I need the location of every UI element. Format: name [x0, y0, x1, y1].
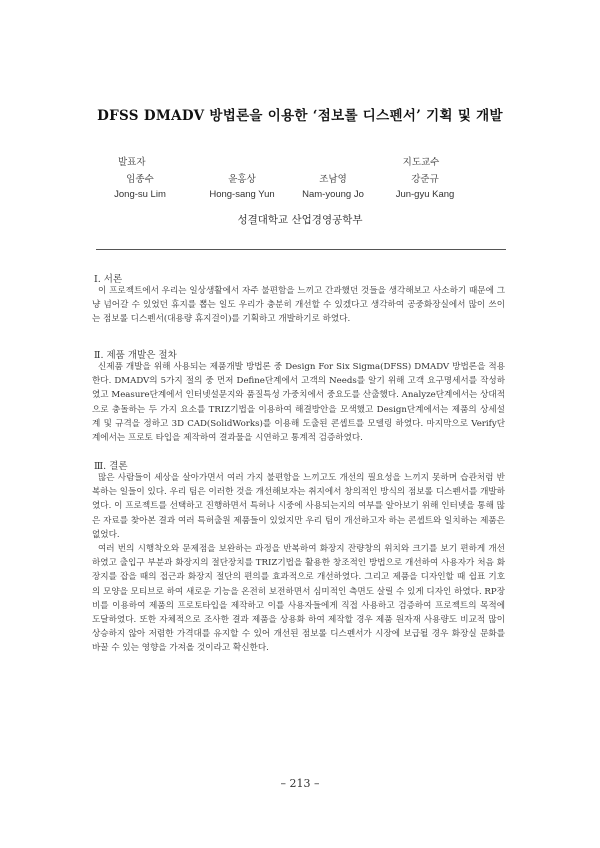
- header-divider: [96, 249, 506, 250]
- paragraph: 많은 사람들이 세상을 살아가면서 여러 가지 불편함을 느끼고도 개선의 필요성을 느끼지 못하며 습관처럼 반복하는 일들이 있다. 우리 팀은 이러한 것을 개선해보자는 취지에서 창의적인 방식의 점보롤 디스펜서를 개발하였다. 이 프로젝트를 선택하고 진행하면서 특허나 시중에 사용되는지의 여부를 알아보기 위해 인터넷을 통해 많은 자료를 찾아본 결과 여러 특허출원 제품들이 있었지만 우리 팀이 개선하고자 하는 콘셉트와 일치하는 제품은 없었다.: [92, 473, 505, 540]
- section-heading: Ⅲ. 결론: [94, 461, 128, 472]
- author-name-english: Jun-gyu Kang: [395, 189, 455, 200]
- author-name-korean: 강준규: [411, 174, 439, 185]
- page-number: – 213 –: [280, 777, 320, 790]
- author-name-korean: 임종수: [126, 174, 154, 185]
- section-heading: Ⅱ. 제품 개발은 절차: [94, 350, 177, 361]
- paragraph: 신제품 개발을 위해 사용되는 제품개발 방법론 중 Design For Six Sigma(DFSS) DMADV 방법론을 적용한다. DMADV의 5가지 절의 중 먼저 Define단계에서 고객의 Needs를 알기 위해 고객 요구명세서를 작성하였고 Measure단계에서 인터넷설문지와 품질특성 가중치에서 중요도를 산출했다. Analyze단계에서는 상대적으로 충돌하는 두 가지 요소를 TRIZ기법을 이용하여 해결방안을 모색했고 Design단계에서는 제품의 상세설계 및 규격을 정하고 3D CAD(SolidWorks)를 이용해 도출된 콘셉트를 모델링 하였다. 마지막으로 Verify단계에서는 프로토 타입을 제작하여 결과물을 시연하고 통계적 검증하였다.: [92, 362, 505, 444]
- paper-title: DFSS DMADV 방법론을 이용한 ‘점보롤 디스펜서’ 기획 및 개발: [97, 108, 503, 124]
- section-body: [92, 284, 505, 327]
- paragraph: 여러 번의 시행착오와 문제점을 보완하는 과정을 반복하여 화장지 잔량창의 위치와 크기를 보기 편하게 개선 하였고 출입구 부분과 화장지의 절단장치를 TRIZ기법을 활용한 창조적인 방법으로 개선하여 사용자가 처음 화장지를 잡을 때의 접근과 화장지 절단의 편의를 효과적으로 개선하였다. 그리고 제품을 디자인할 때 쉽표 기호의 모양을 모티브로 하여 새로운 기능을 온전히 보전하면서 심미적인 측면도 살릴 수 있게 디자인 하였다. RP장비를 이용하여 제품의 프로토타입을 제작하고 이를 사용자들에게 직접 사용하고 검증하여 프로젝트의 목적에 도달하였다. 또한 자체적으로 조사한 결과 제품을 상용화 하여 제작할 경우 제품 원자재 사용량도 비교적 많이 상승하지 않아 저렴한 가격대를 유지할 수 있어 개선된 점보롤 디스펜서가 시장에 보급될 경우 화장실 문화를 바꿀 수 있는 영향을 가져올 것이라고 확신한다.: [92, 544, 505, 654]
- author-name-korean: 조남영: [319, 174, 347, 185]
- paragraph: 이 프로젝트에서 우리는 일상생활에서 자주 불편함을 느끼고 간과했던 것들을 생각해보고 사소하기 때문에 그냥 넘어갈 수 있었던 휴지를 뽑는 일도 우리가 충분히 개선할 수 있겠다고 생각하여 공중화장실에서 많이 쓰이는 점보롤 디스펜서(대용량 휴지걸이)를 기획하고 개발하기로 하였다.: [92, 286, 505, 325]
- presenter-label: 발표자: [118, 157, 146, 168]
- author-name-english: Jong-su Lim: [114, 189, 166, 200]
- advisor-label: 지도교수: [402, 157, 440, 168]
- author-name-english: Hong-sang Yun: [209, 189, 275, 200]
- section-heading: Ⅰ. 서론: [94, 274, 123, 285]
- author-name-english: Nam-young Jo: [302, 189, 364, 200]
- section-body: [92, 471, 505, 656]
- section-body: [92, 360, 505, 445]
- author-name-korean: 윤홍상: [228, 174, 256, 185]
- affiliation: 성결대학교 산업경영공학부: [237, 214, 363, 226]
